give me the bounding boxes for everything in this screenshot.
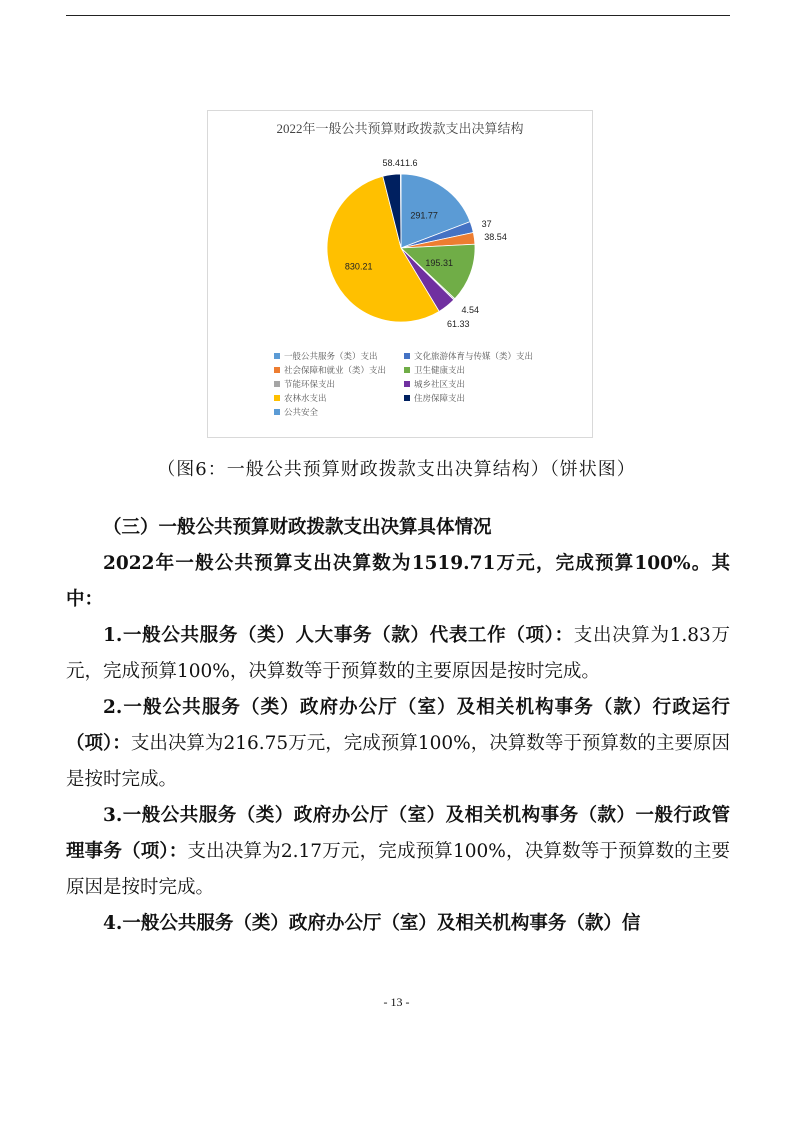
- legend-label-6: 城乡社区支出: [414, 380, 466, 390]
- legend-swatch-3: [274, 367, 280, 373]
- item-4: [66, 906, 730, 942]
- legend-label-9: 公共安全: [284, 408, 319, 418]
- pie-chart: [208, 111, 592, 437]
- legend-label-1: 一般公共服务（类）支出: [284, 352, 378, 362]
- body-text: [66, 510, 730, 942]
- item-1: [66, 618, 730, 690]
- item-1-body: 支出决算为1.83万元，完成预算100%，决算数等于预算数的主要原因是按时完成。: [66, 625, 730, 682]
- data-label-5: 4.54: [461, 305, 480, 316]
- data-label-3: 38.54: [484, 232, 507, 242]
- data-label-4: 195.31: [425, 258, 453, 269]
- figure-caption: （图6：一般公共预算财政拨款支出决算结构）（饼状图）: [157, 459, 636, 480]
- data-label-1: 291.77: [410, 210, 438, 221]
- legend-label-2: 文化旅游体育与传媒（类）支出: [414, 352, 534, 362]
- header-rule: [66, 15, 730, 16]
- item-1-title: 1.一般公共服务（类）人大事务（款）代表工作（项）：: [103, 625, 574, 646]
- legend-swatch-2: [404, 353, 410, 359]
- item-2-body: 支出决算为216.75万元，完成预算100%，决算数等于预算数的主要原因是按时完成。: [66, 733, 730, 790]
- pie-chart-frame: [207, 110, 593, 438]
- item-3-title: 3.一般公共服务（类）政府办公厅（室）及相关机构事务（款）一般行政管理事务（项）：: [66, 805, 730, 862]
- legend-swatch-4: [404, 367, 410, 373]
- legend-label-7: 农林水支出: [284, 394, 327, 404]
- legend-swatch-8: [404, 395, 410, 401]
- item-4-title: 4.一般公共服务（类）政府办公厅（室）及相关机构事务（款）信: [103, 913, 641, 934]
- data-label-6: 61.33: [447, 318, 470, 329]
- legend-label-4: 卫生健康支出: [414, 366, 466, 376]
- legend-swatch-9: [274, 409, 280, 415]
- data-label-8: 58.41: [382, 158, 405, 168]
- data-label-9: 1.6: [405, 158, 418, 168]
- page-number: - 13 -: [383, 995, 410, 1009]
- legend-swatch-5: [274, 381, 280, 387]
- section-heading: （三）一般公共预算财政拨款支出决算具体情况: [103, 517, 492, 538]
- legend-swatch-1: [274, 353, 280, 359]
- item-3-body: 支出决算为2.17万元，完成预算100%，决算数等于预算数的主要原因是按时完成。: [66, 841, 730, 898]
- legend-swatch-7: [274, 395, 280, 401]
- item-3: [66, 798, 730, 906]
- legend-label-8: 住房保障支出: [414, 394, 466, 404]
- summary-paragraph: 2022年一般公共预算支出决算数为1519.71万元，完成预算100%。其中：: [66, 553, 730, 610]
- data-label-7: 830.21: [344, 261, 373, 272]
- item-2: [66, 690, 730, 798]
- data-label-2: 37: [481, 219, 492, 230]
- legend-label-3: 社会保障和就业（类）支出: [284, 366, 387, 376]
- chart-title: 2022年一般公共预算财政拨款支出决算结构: [276, 121, 524, 136]
- item-2-title: 2.一般公共服务（类）政府办公厅（室）及相关机构事务（款）行政运行（项）：: [66, 697, 730, 754]
- legend-swatch-6: [404, 381, 410, 387]
- legend-label-5: 节能环保支出: [284, 380, 336, 390]
